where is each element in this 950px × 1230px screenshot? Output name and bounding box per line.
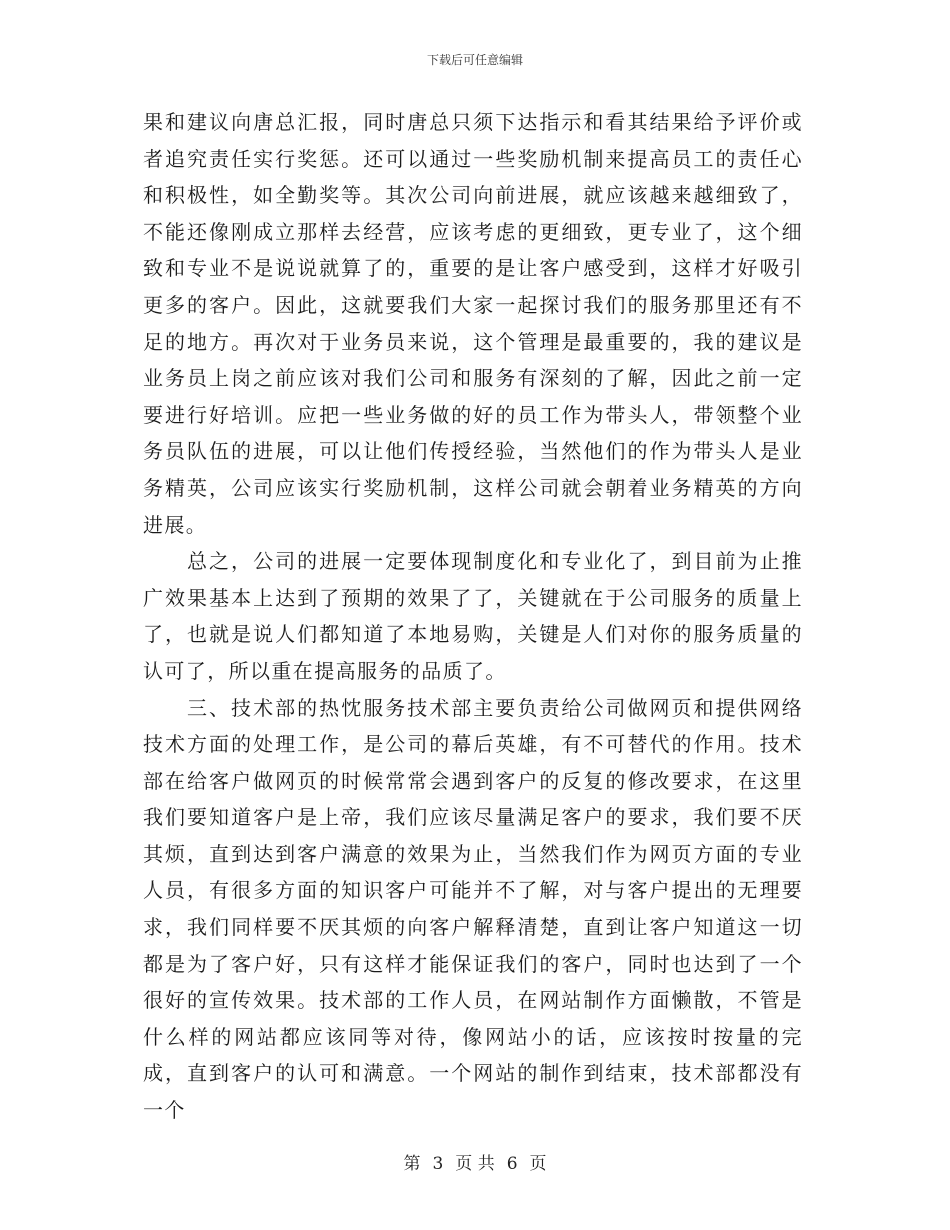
footer-total-pages: 6 [506, 1154, 518, 1174]
page-number-footer [0, 1153, 950, 1175]
footer-suffix: 页 [529, 1154, 547, 1174]
footer-current-page: 3 [432, 1154, 444, 1174]
footer-prefix: 第 [403, 1154, 421, 1174]
paragraph-1: 果和建议向唐总汇报，同时唐总只须下达指示和看其结果给予评价或者追究责任实行奖惩。还可以通过一些奖励机制来提高员工的责任心和积极性，如全勤奖等。其次公司向前进展，就应该越来越细致了，不能还像刚成立那样去经营，应该考虑的更细致，更专业了，这个细致和专业不是说说就算了的，重要的是让客户感受到，这样才好吸引更多的客户。因此，这就要我们大家一起探讨我们的服务那里还有不足的地方。再次对于业务员来说，这个管理是最重要的，我的建议是业务员上岗之前应该对我们公司和服务有深刻的了解，因此之前一定要进行好培训。应把一些业务做的好的员工作为带头人，带领整个业务员队伍的进展，可以让他们传授经验，当然他们的作为带头人是业务精英，公司应该实行奖励机制，这样公司就会朝着业务精英的方向进展。 [143, 110, 803, 537]
paragraph-2: 总之，公司的进展一定要体现制度化和专业化了，到目前为止推广效果基本上达到了预期的效果了了，关键就在于公司服务的质量上了，也就是说人们都知道了本地易购，关键是人们对你的服务质量的认可了，所以重在提高服务的品质了。 [143, 549, 803, 683]
footer-middle: 页 共 [455, 1154, 495, 1174]
paragraph-3: 三、技术部的热忱服务技术部主要负责给公司做网页和提供网络技术方面的处理工作，是公司的幕后英雄，有不可替代的作用。技术部在给客户做网页的时候常常会遇到客户的反复的修改要求，在这里我们要知道客户是上帝，我们应该尽量满足客户的要求，我们要不厌其烦，直到达到客户满意的效果为止，当然我们作为网页方面的专业人员，有很多方面的知识客户可能并不了解，对与客户提出的无理要求，我们同样要不厌其烦的向客户解释清楚，直到让客户知道这一切都是为了客户好，只有这样才能保证我们的客户，同时也达到了一个很好的宣传效果。技术部的工作人员，在网站制作方面懒散，不管是什么样的网站都应该同等对待，像网站小的话，应该按时按量的完成，直到客户的认可和满意。一个网站的制作到结束，技术部都没有一个 [143, 695, 803, 1123]
header-edit-note: 下载后可任意编辑 [426, 53, 523, 67]
document-body [143, 104, 803, 1129]
